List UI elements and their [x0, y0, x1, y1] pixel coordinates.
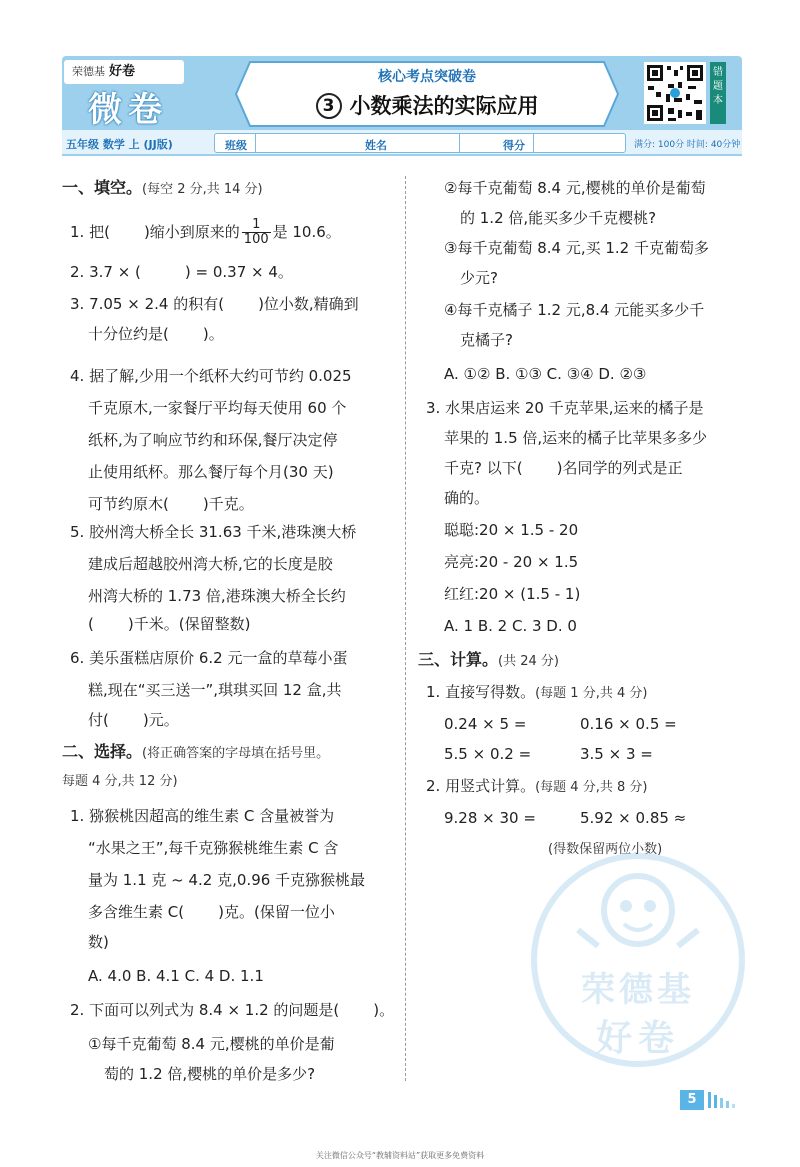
watermark-text: 好卷	[595, 1018, 680, 1059]
question-5-line: 州湾大桥的 1.73 倍,港珠澳大桥全长约	[88, 587, 346, 605]
exam-meta: 满分: 100分 时间: 40分钟	[634, 140, 741, 150]
choice-2-option-4-cont: 克橘子?	[460, 331, 513, 349]
text: (	[88, 615, 94, 633]
section-calculation	[418, 650, 559, 672]
page-title	[234, 90, 620, 120]
calc-2-item: 9.28 × 30 =	[444, 809, 536, 827]
calc-1-item: 3.5 × 3 =	[580, 745, 653, 763]
class-label: 班级	[225, 139, 247, 152]
calc-2-note: (得数保留两位小数)	[548, 842, 663, 857]
question-2	[70, 262, 293, 282]
watermark	[528, 850, 748, 1070]
page-decoration-icon	[708, 1092, 740, 1108]
choice-3: 3. 水果店运来 20 千克苹果,运来的橘子是	[426, 399, 704, 417]
choice-1: 1. 猕猴桃因超高的维生素 C 含量被誉为	[70, 807, 335, 825]
title-text: 小数乘法的实际应用	[349, 94, 539, 118]
text: 是 10.6。	[272, 223, 341, 241]
question-3	[70, 294, 359, 314]
student-formula-1: 聪聪:20 × 1.5 - 20	[444, 521, 579, 539]
name-label: 姓名	[365, 139, 387, 152]
text: )。	[373, 1001, 395, 1019]
question-6: 6. 美乐蛋糕店原价 6.2 元一盒的草莓小蛋	[70, 649, 348, 667]
text: )元。	[142, 711, 179, 729]
divider	[459, 134, 460, 152]
text: 十分位约是(	[88, 325, 169, 343]
text: 多含维生素 C(	[88, 903, 185, 921]
fraction	[242, 218, 271, 247]
section-title: 三、计算。	[418, 650, 499, 669]
score-label: 得分	[503, 139, 525, 152]
choice-3-line: 苹果的 1.5 倍,运来的橘子比苹果多多少	[444, 429, 708, 447]
section-note-cont: 每题 4 分,共 12 分)	[62, 774, 178, 789]
choice-2-option-1: ①每千克葡萄 8.4 元,樱桃的单价是葡	[88, 1035, 335, 1053]
text: )位小数,精确到	[258, 295, 359, 313]
choice-3-options: A. 1 B. 2 C. 3 D. 0	[444, 617, 577, 635]
numerator: 1	[242, 218, 271, 233]
footer-note: 关注微信公众号“教辅资料站”获取更多免费资料	[315, 1151, 485, 1160]
text: )千克。	[202, 495, 254, 513]
student-formula-3: 红红:20 × (1.5 - 1)	[444, 585, 581, 603]
question-4-line: 止使用纸杯。那么餐厅每个月(30 天)	[88, 463, 334, 481]
student-info-box	[214, 133, 626, 153]
section-note: (共 24 分)	[498, 654, 559, 669]
choice-1-options: A. 4.0 B. 4.1 C. 4 D. 1.1	[88, 967, 264, 985]
text: )缩小到原来的	[143, 223, 240, 241]
question-3-cont	[88, 324, 224, 344]
question-6-line	[88, 710, 179, 730]
choice-1-line: 数)	[88, 933, 109, 951]
choice-2-option-2-cont: 的 1.2 倍,能买多少千克樱桃?	[460, 209, 657, 227]
choice-2	[70, 1000, 394, 1020]
title-box	[234, 60, 620, 128]
text: 可节约原木(	[88, 495, 169, 513]
watermark-text: 荣德基	[581, 970, 695, 1010]
text: 1. 直接写得数。	[426, 683, 536, 701]
choice-2-option-2: ②每千克葡萄 8.4 元,樱桃的单价是葡萄	[444, 179, 706, 197]
section-note: (每空 2 分,共 14 分)	[142, 182, 263, 197]
series-name: 微卷	[88, 90, 168, 130]
choice-2-option-3: ③每千克葡萄 8.4 元,买 1.2 千克葡萄多	[444, 239, 709, 257]
calc-1	[426, 682, 647, 704]
section-fill-blank	[62, 178, 263, 200]
question-5: 5. 胶州湾大桥全长 31.63 千米,港珠澳大桥	[70, 523, 357, 541]
subtitle: 核心考点突破卷	[378, 69, 476, 85]
text: 千克? 以下(	[444, 459, 523, 477]
choice-2-options: A. ①② B. ①③ C. ③④ D. ②③	[444, 365, 647, 383]
page-number: 5	[680, 1090, 704, 1110]
choice-1-line: “水果之王”,每千克猕猴桃维生素 C 含	[88, 839, 339, 857]
choice-3-line: 确的。	[444, 489, 490, 507]
section-title: 一、填空。	[62, 178, 143, 197]
choice-3-line	[444, 458, 682, 478]
section-choice	[62, 742, 329, 764]
unit-number: 3	[316, 93, 342, 119]
text: )千米。(保留整数)	[127, 615, 251, 633]
question-4: 4. 据了解,少用一个纸杯大约可节约 0.025	[70, 367, 352, 385]
text: 付(	[88, 711, 109, 729]
choice-2-option-1-cont: 萄的 1.2 倍,樱桃的单价是多少?	[104, 1065, 316, 1083]
brand-logo	[64, 60, 184, 84]
text: (每题 4 分,共 8 分)	[535, 780, 648, 795]
text: 1. 把(	[70, 223, 110, 241]
question-5-line: 建成后超越胶州湾大桥,它的长度是胶	[88, 555, 333, 573]
text: ) = 0.37 × 4。	[184, 263, 293, 281]
qr-code-icon[interactable]	[644, 62, 706, 124]
calc-1-item: 5.5 × 0.2 =	[444, 745, 532, 763]
column-divider	[405, 176, 406, 1081]
choice-2-option-4: ④每千克橘子 1.2 元,8.4 元能买多少千	[444, 301, 705, 319]
student-formula-2: 亮亮:20 - 20 × 1.5	[444, 553, 579, 571]
section-title: 二、选择。	[62, 742, 143, 761]
choice-1-line: 量为 1.1 克 ~ 4.2 克,0.96 千克猕猴桃最	[88, 871, 366, 889]
mistake-book-label: 错题本	[710, 62, 726, 124]
grade-subject: 五年级 数学 上 (JJ版)	[66, 138, 173, 151]
text: 2. 用竖式计算。	[426, 777, 536, 795]
brand-hao: 好卷	[109, 64, 136, 79]
page-header	[62, 56, 742, 158]
text: )克。(保留一位小	[218, 903, 335, 921]
question-4-line: 千克原木,一家餐厅平均每天使用 60 个	[88, 399, 347, 417]
text: 3. 7.05 × 2.4 的积有(	[70, 295, 225, 313]
question-5-line	[88, 614, 250, 634]
text: 2. 3.7 × (	[70, 263, 141, 281]
question-6-line: 糕,现在“买三送一”,琪琪买回 12 盒,共	[88, 681, 342, 699]
calc-2	[426, 776, 647, 798]
divider	[533, 134, 534, 152]
choice-2-option-3-cont: 少元?	[460, 269, 498, 287]
calc-1-item: 0.16 × 0.5 =	[580, 715, 677, 733]
brand-name: 荣德基	[72, 65, 105, 78]
text: )。	[202, 325, 224, 343]
text: )名同学的列式是正	[556, 459, 683, 477]
text: (每题 1 分,共 4 分)	[535, 686, 648, 701]
question-4-line: 纸杯,为了响应节约和环保,餐厅决定停	[88, 431, 338, 449]
section-note: (将正确答案的字母填在括号里。	[142, 746, 330, 761]
header-info-bar	[62, 130, 742, 156]
choice-1-line	[88, 902, 335, 922]
question-1	[70, 218, 341, 247]
header-banner	[62, 56, 742, 130]
calc-2-item: 5.92 × 0.85 ≈	[580, 809, 687, 827]
text: 2. 下面可以列式为 8.4 × 1.2 的问题是(	[70, 1001, 340, 1019]
divider	[255, 134, 256, 152]
question-4-line	[88, 494, 254, 514]
calc-1-item: 0.24 × 5 =	[444, 715, 527, 733]
denominator: 100	[243, 232, 269, 247]
